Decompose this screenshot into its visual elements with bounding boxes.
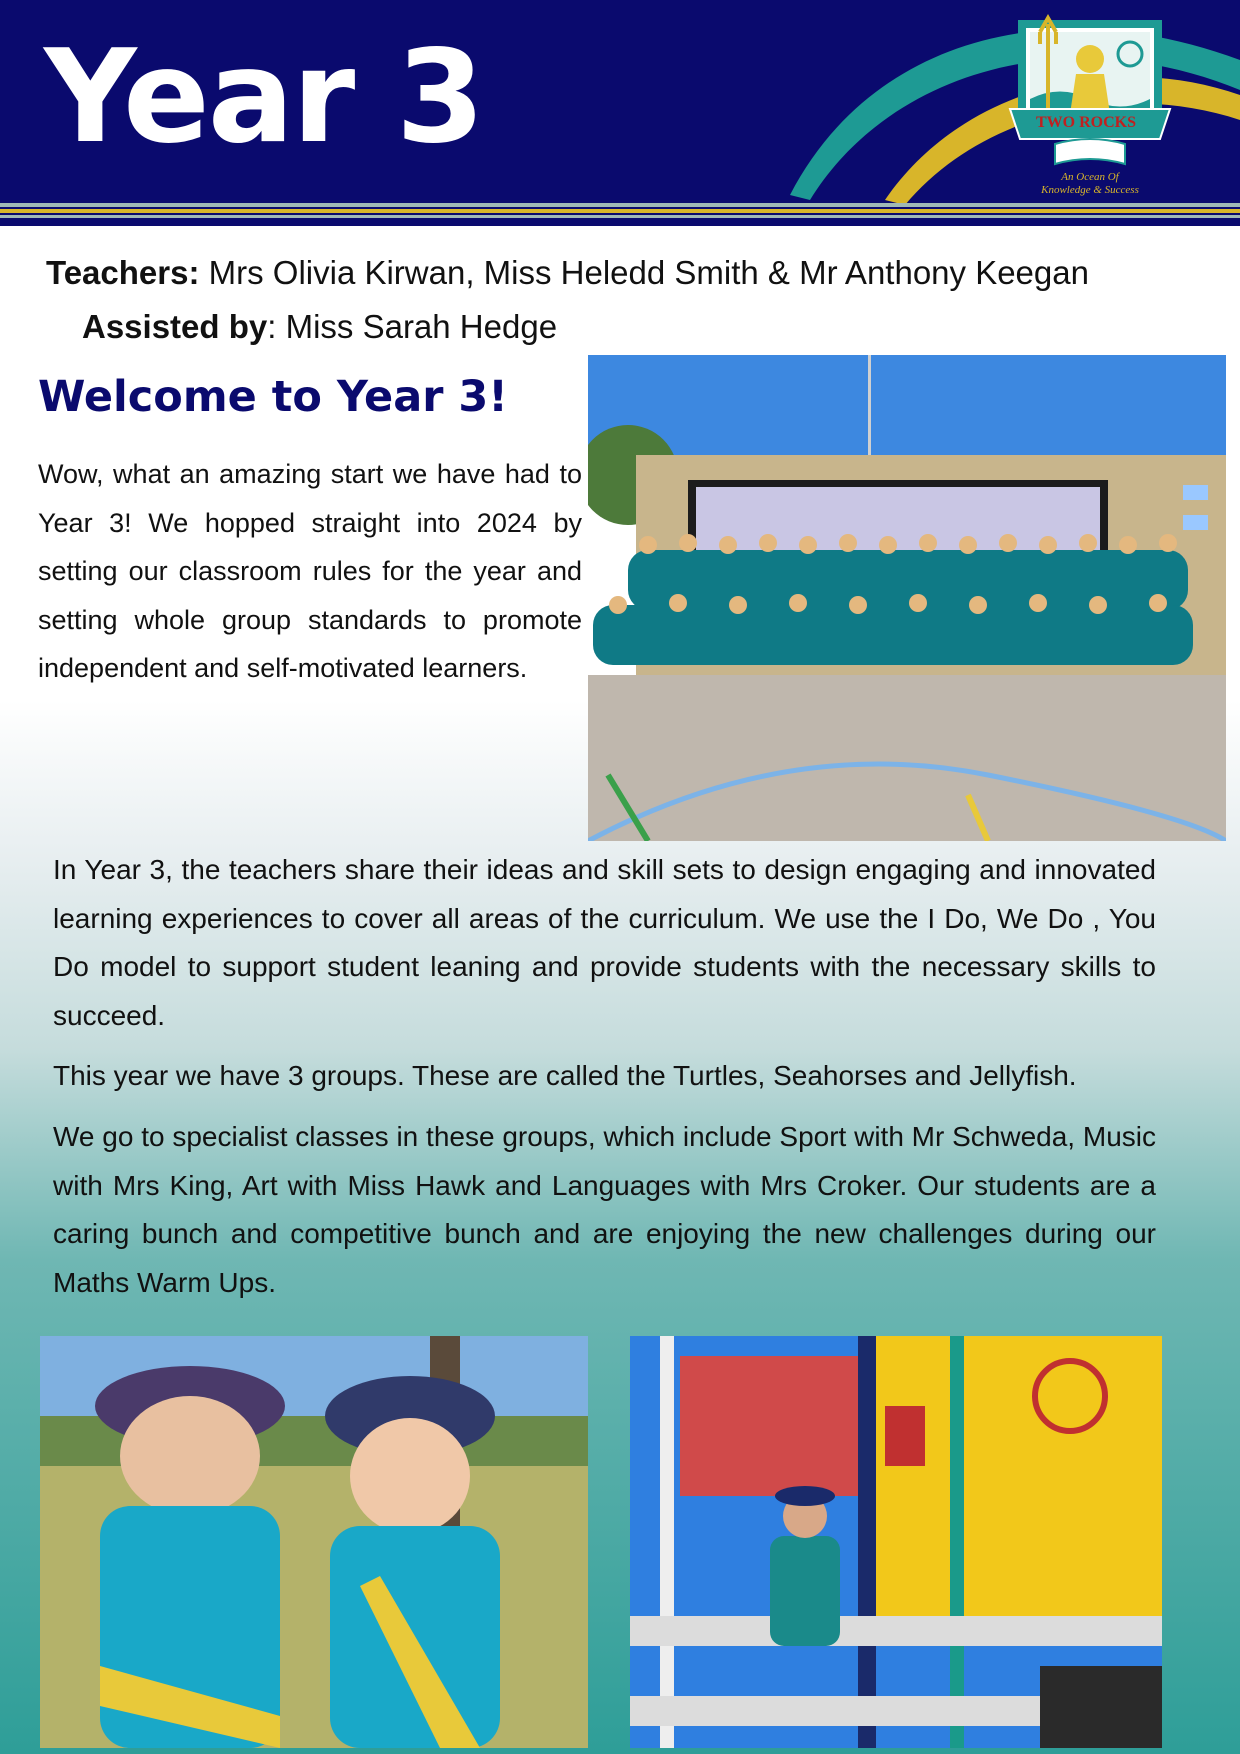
page-title: Year 3 (44, 23, 483, 172)
curriculum-paragraph: In Year 3, the teachers share their ideas and skill sets to design engaging and innovated learning experiences to cover all areas of the curriculum. We use the I Do, We Do , You Do model to support student leaning and provide students with the necessary skills to succeed. (53, 854, 1156, 1031)
groups-paragraph: This year we have 3 groups. These are called the Turtles, Seahorses and Jellyfish. (53, 1060, 1077, 1091)
crest-banner-text: TWO ROCKS (1035, 114, 1136, 131)
motto-line-1: An Ocean Of (1061, 171, 1119, 183)
header-stripe (0, 209, 1240, 213)
playground-photo (630, 1336, 1162, 1748)
intro-paragraph: Wow, what an amazing start we have had to Year 3! We hopped straight into 2024 by setting our classroom rules for the year and setting whole group standards to promote independent and self-motivated learners. (38, 459, 582, 683)
school-motto (1010, 171, 1170, 197)
assisted-line (82, 308, 557, 346)
specialist-paragraph: We go to specialist classes in these groups, which include Sport with Mr Schweda, Music with Mrs King, Art with Miss Hawk and Languages with Mrs Croker. Our students are a caring bunch and competitive bunch and are enjoying the new challenges during our Maths Warm Ups. (53, 1121, 1156, 1298)
teachers-line (46, 254, 1089, 292)
motto-line-2: Knowledge & Success (1041, 184, 1139, 196)
teachers-label: Teachers: (46, 254, 200, 291)
header-stripe (0, 215, 1240, 218)
welcome-heading: Welcome to Year 3! (38, 372, 508, 422)
teachers-names: Mrs Olivia Kirwan, Miss Heledd Smith & Mr Anthony Keegan (199, 254, 1089, 291)
students-hats-photo (40, 1336, 588, 1748)
class-group-photo (588, 355, 1226, 841)
page-header (0, 0, 1240, 226)
assisted-names: : Miss Sarah Hedge (267, 308, 558, 345)
header-stripe (0, 203, 1240, 207)
assisted-label: Assisted by (82, 308, 268, 345)
